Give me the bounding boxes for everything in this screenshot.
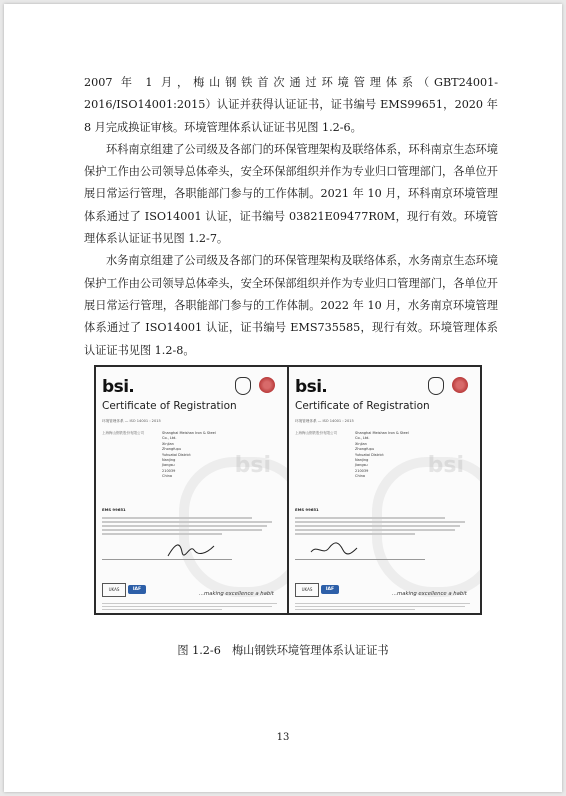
kitemark-icon <box>428 377 444 395</box>
bsi-logo: bsi <box>102 377 133 397</box>
certificate-standard: 环境管理体系 — ISO 14001 : 2015 <box>102 419 161 423</box>
bsi-watermark-text: bsi <box>234 453 271 478</box>
figure-caption: 图 1.2-6 梅山钢铁环境管理体系认证证书 <box>177 644 389 657</box>
certificate-company-info: 上海梅山钢铁股份有限公司 Shanghai Meishan Iron & Steel Co., Ltd. Xinjian Zhongfupu Yuhuatai District Nanjing Jiangsu 210039 China <box>295 431 409 479</box>
bsi-tagline: ...making excellence a habit <box>199 591 274 597</box>
signature-line <box>102 559 232 560</box>
signature-icon <box>166 540 216 558</box>
footer-text-line <box>102 606 272 607</box>
ukas-mark-icon: UKAS <box>102 583 126 597</box>
scope-text-line <box>295 533 415 535</box>
scope-text-line <box>295 525 460 527</box>
paragraph-2: 环科南京组建了公司级及各部门的环保管理架构及联络体系，环科南京生态环境保护工作由公司领导总体牵头，安全环保部组织并作为专业归口管理部门，各单位开展日常运行管理，各职能部门参与的工作体制。2021 年 10 月，环科南京环境管理体系通过了 ISO14001 认证，证书编号 03821E09477R0M，现行有效。环境管理体系认证证书见图 1.2-7。 <box>84 142 498 246</box>
footer-text-line <box>295 606 465 607</box>
signature-icon <box>309 540 359 558</box>
accreditation-seal-icon <box>259 377 275 393</box>
bsi-watermark-text: bsi <box>427 453 464 478</box>
certificate-figure <box>94 365 482 615</box>
ukas-mark-icon: UKAS <box>295 583 319 597</box>
paragraph-1: 2007 年 1 月，梅山钢铁首次通过环境管理体系（GBT24001-2016/ISO14001:2015）认证并获得认证证书，证书编号 EMS99651，2020 年 8 月完成换证审核。环境管理体系认证证书见图 1.2-6。 <box>84 76 498 134</box>
footer-text-line <box>102 603 277 604</box>
footer-text-line <box>295 603 470 604</box>
scope-text-line <box>295 521 465 523</box>
scope-text-line <box>102 521 272 523</box>
certificate-title: Certificate of Registration <box>102 400 237 412</box>
certificate-number: EMS 99651 <box>295 507 319 512</box>
accreditation-seal-icon <box>452 377 468 393</box>
certificate-number: EMS 99651 <box>102 507 126 512</box>
iaf-mark-icon: IAF <box>128 585 146 594</box>
bsi-logo: bsi <box>295 377 326 397</box>
scope-text-line <box>102 529 262 531</box>
certificate-standard: 环境管理体系 — ISO 14001 : 2015 <box>295 419 354 423</box>
page-number: 13 <box>276 732 290 743</box>
document-page <box>4 4 562 792</box>
iaf-mark-icon: IAF <box>321 585 339 594</box>
scope-text-line <box>295 517 445 519</box>
certificate-english <box>289 367 480 613</box>
paragraph-3: 水务南京组建了公司级及各部门的环保管理架构及联络体系，水务南京生态环境保护工作由公司领导总体牵头，安全环保部组织并作为专业归口管理部门，各单位开展日常运行管理，各职能部门参与的工作体制。2022 年 10 月，水务南京环境管理体系通过了 ISO14001 认证，证书编号 EMS735585，现行有效。环境管理体系认证证书见图 1.2-8。 <box>84 254 498 357</box>
scope-text-line <box>102 517 252 519</box>
signature-line <box>295 559 425 560</box>
certificate-chinese <box>96 367 287 613</box>
body-text <box>84 72 498 362</box>
bsi-tagline: ...making excellence a habit <box>392 591 467 597</box>
scope-text-line <box>295 529 455 531</box>
scope-text-line <box>102 525 267 527</box>
certificate-title: Certificate of Registration <box>295 400 430 412</box>
scope-text-line <box>102 533 222 535</box>
kitemark-icon <box>235 377 251 395</box>
certificate-company-info: 上海梅山钢铁股份有限公司 Shanghai Meishan Iron & Steel Co., Ltd. Xinjian Zhongfupu Yuhuatai District Nanjing Jiangsu 210039 China <box>102 431 216 479</box>
footer-text-line <box>295 609 415 610</box>
footer-text-line <box>102 609 222 610</box>
